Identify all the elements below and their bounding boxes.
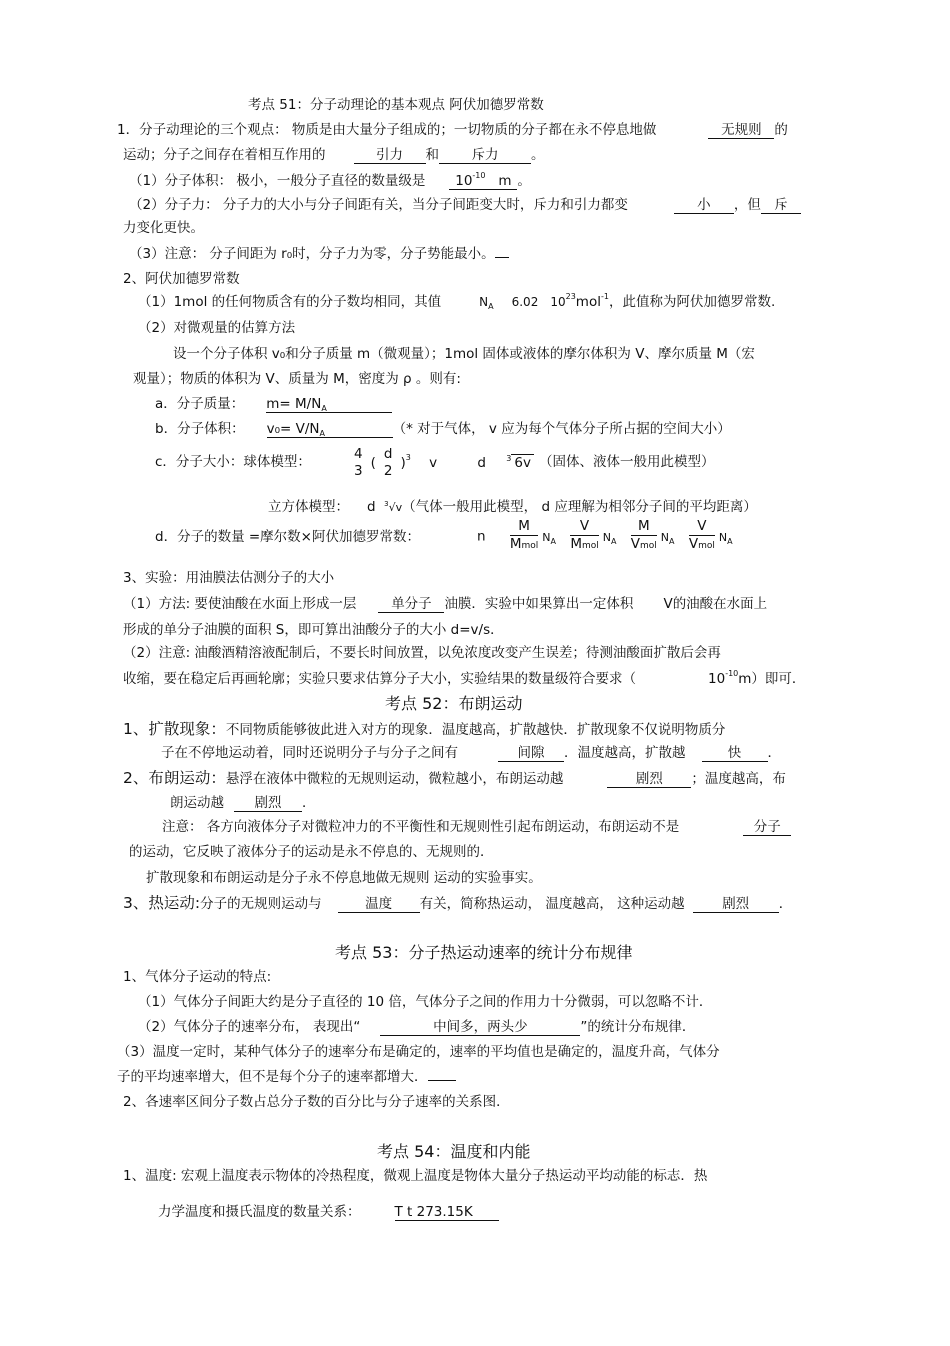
s52-line-5: 注意： 各方向液体分子对微粒冲力的不平衡性和无规则性引起布朗运动，布朗运动不是 分子 [162, 818, 791, 836]
blank-kuai: 快 [702, 745, 768, 762]
s51-line-2: 运动；分子之间存在着相互作用的 引力 和 斥力 。 [123, 147, 545, 163]
s51-line-9: （2）对微观量的估算方法 [138, 320, 296, 336]
s52-line-3: 2、布朗运动：悬浮在液体中微粒的无规则运动，微粒越小，布朗运动越 剧烈 ；温度越高，布 [123, 769, 786, 787]
blank-yinli: 引力 [354, 147, 426, 164]
blank-danfenzi: 单分子 [378, 596, 444, 613]
blank-mass: $m= M/N_A$ [266, 396, 392, 413]
section-54-title: 考点 54：温度和内能 [377, 1142, 531, 1161]
s51-line-c: c．分子大小：球体模型： [155, 454, 311, 470]
blank-xiao: 小 [674, 197, 734, 214]
blank-chili: 斥力 [439, 147, 531, 164]
s52-line-1: 1、扩散现象：不同物质能够彼此进入对方的现象．温度越高，扩散越快．扩散现象不仅说明物质分 [123, 720, 726, 738]
s53-line-5: 子的平均速率增大，但不是每个分子的速率都增大． [117, 1068, 456, 1086]
s54-line-1: 1、温度: 宏观上温度表示物体的冷热程度，微观上温度是物体大量分子热运动平均动能的标志．热 [123, 1168, 708, 1184]
s51-cube-line: 立方体模型： d $^3$√v（气体一般用此模型， d 应理解为相邻分子间的平均距离） [268, 499, 757, 515]
s51-line-3: （1）分子体积： 极小，一般分子直径的数量级是 $10^{-10}$ m 。 [129, 171, 531, 189]
s51-line-5: 力变化更快。 [123, 220, 204, 236]
s53-line-3: （2）气体分子的速率分布， 表现出“ 中间多，两头少 ”的统计分布规律． [138, 1019, 696, 1035]
s53-line-4: （3）温度一定时，某种气体分子的速率分布是确定的，速率的平均值也是确定的，温度升高，气体分 [117, 1044, 720, 1060]
s52-line-7: 扩散现象和布朗运动是分子永不停息地做无规则 运动的实验事实。 [146, 870, 542, 886]
temperature-formula: T t 273.15K [395, 1204, 499, 1221]
blank-fenzi: 分子 [743, 819, 791, 836]
s51-line-a: a．分子质量： $m= M/N_A$ [155, 395, 392, 413]
blank-chi: 斥 [761, 197, 801, 214]
blank-jianxi: 间隙 [498, 745, 564, 762]
s53-line-2: （1）气体分子间距大约是分子直径的 10 倍，气体分子之间的作用力十分微弱，可以忽略不计． [138, 994, 713, 1010]
blank-zhongjian: 中间多，两头少 [380, 1019, 580, 1036]
s51-exp-1: （1）方法: 要使油酸在水面上形成一层 单分子 油膜．实验中如果算出一定体积 V的油酸在水面上 [123, 596, 768, 612]
s51-line-6: （3）注意： 分子间距为 r₀时，分子力为零，分子势能最小。 [129, 245, 509, 263]
s51-line-d: d．分子的数量 =摩尔数×阿伏加德罗常数： [155, 529, 420, 545]
cube-root: 6v [511, 454, 534, 471]
s51-exp-2: 形成的单分子油膜的面积 S，即可算出油酸分子的大小 d=v/s． [123, 622, 504, 638]
s51-line-11: 观量）；物质的体积为 V、质量为 M，密度为 ρ 。则有: [133, 371, 461, 387]
s51-line-4: （2）分子力： 分子力的大小与分子间距有关，当分子间距变大时，斥力和引力都变 小 ，但 斥 [129, 196, 801, 214]
blank-wendu: 温度 [338, 896, 420, 913]
blank-order: $10^{-10}$ m [449, 173, 517, 190]
s52-line-6: 的运动，它反映了液体分子的运动是永不停息的、无规则的． [129, 844, 494, 860]
s52-line-4: 朗运动越 剧烈 ． [170, 795, 316, 811]
s52-line-8: 3、热运动:分子的无规则运动与 温度 有关，简称热运动， 温度越高， 这种运动越 剧烈 ． [123, 894, 793, 912]
section-53-title: 考点 53：分子热运动速率的统计分布规律 [335, 943, 633, 962]
sphere-note: （固体、液体一般用此模型） [539, 454, 715, 470]
s51-line-1: 1．分子动理论的三个观点： 物质是由大量分子组成的；一切物质的分子都在永不停息地做 无规则 的 [117, 122, 788, 138]
section-52-title: 考点 52：布朗运动 [385, 694, 523, 713]
blank-julie1: 剧烈 [607, 771, 691, 788]
blank-julie3: 剧烈 [693, 896, 779, 913]
blank-volume: $v_0= V/N_A$ [267, 421, 393, 438]
blank-julie2: 剧烈 [234, 795, 302, 812]
s51-line-8: （1）1mol 的任何物质含有的分子数均相同，其值 $N_A$ 6.02 $10^{23}mol^{-1}$，此值称为阿伏加德罗常数. [138, 292, 776, 311]
s51-exp-4: 收缩，要在稳定后再画轮廓；实验只要求估算分子大小，实验结果的数量级符合要求（ $10^{-10}m$）即可． [123, 669, 806, 687]
s51-line-b: b．分子体积： $v_0= V/N_A$ （* 对于气体， v 应为每个气体分子所占据的空间大小） [155, 421, 731, 438]
s51-exp-3: （2）注意: 油酸酒精溶液配制后，不要长时间放置，以免浓度改变产生误差；待测油酸面扩散后会再 [123, 645, 721, 661]
s51-exp-title: 3、实验：用油膜法估测分子的大小 [123, 570, 335, 586]
s52-line-2: 子在不停地运动着，同时还说明分子与分子之间有 间隙 ．温度越高，扩散越 快 ． [161, 745, 781, 761]
sphere-formula: 4 3 ( d 2 )$^3$ v d $^3$ 6v [346, 446, 534, 486]
s51-line-7: 2、阿伏加德罗常数 [123, 271, 240, 287]
count-formula: n $\frac{M}{\text{Mmol}}$ $N_A$ $\frac{V}{\text{Mmol}}$ $N_A$ $\frac{M}{\text{Vmol}}$ $N_A$ $\frac{V}{\text{Vmol}}$ $N_A$ [477, 518, 733, 552]
s51-line-10: 设一个分子体积 v₀和分子质量 m（微观量）；1mol 固体或液体的摩尔体积为 V、摩尔质量 M（宏 [173, 346, 755, 362]
s53-line-1: 1、气体分子运动的特点: [123, 969, 272, 985]
s54-line-2: 力学温度和摄氏温度的数量关系： T t 273.15K [158, 1203, 499, 1221]
s53-line-6: 2、各速率区间分子数占总分子数的百分比与分子速率的关系图． [123, 1094, 510, 1110]
section-51-title: 考点 51：分子动理论的基本观点 阿伏加德罗常数 [248, 97, 544, 113]
blank-wuguize: 无规则 [708, 122, 774, 139]
